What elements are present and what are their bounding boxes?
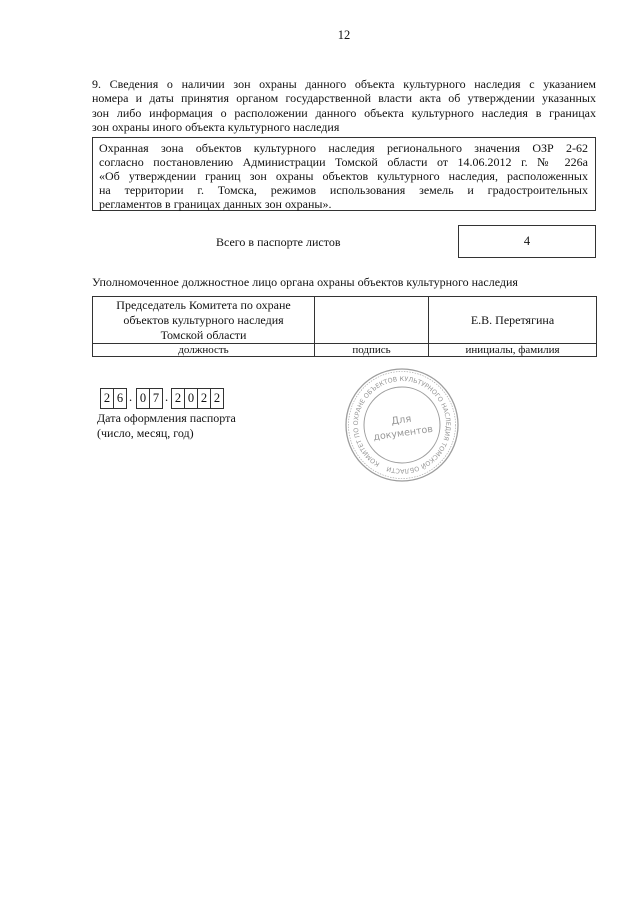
official-name-cell: Е.В. Перетягина [429, 297, 597, 344]
section-9-line: зон охраны иного объекта культурного наследия [92, 120, 340, 135]
date-separator: . [165, 390, 169, 404]
sheets-count-label: Всего в паспорте листов [216, 235, 341, 249]
official-position-line: Томской области [160, 327, 247, 342]
official-position-line: объектов культурного наследия [123, 312, 284, 327]
date-label [97, 411, 236, 441]
section-9-line: номера и даты принятия органом государственной власти акта об утверждении указанных [92, 91, 596, 106]
official-position-cell [93, 297, 315, 344]
date-year-digit: 2 [210, 388, 224, 409]
official-stamp [343, 366, 461, 484]
official-position-line: Председатель Комитета по охране [116, 297, 291, 312]
protection-zone-line: на территории г. Томска, режимов использования земель и градостроительных [99, 183, 588, 198]
date-year-digit: 2 [171, 388, 185, 409]
date-day-digit: 2 [100, 388, 114, 409]
official-heading: Уполномоченное должностное лицо органа охраны объектов культурного наследия [92, 275, 518, 289]
section-9-heading [92, 77, 596, 135]
date-separator: . [129, 390, 133, 404]
protection-zone-line: «Об утверждении границ зон охраны объектов культурного наследия, расположенных [99, 169, 588, 184]
date-label-line: Дата оформления паспорта [97, 411, 236, 425]
name-caption: инициалы, фамилия [429, 344, 597, 357]
section-9-line: 9. Сведения о наличии зон охраны данного объекта культурного наследия с указанием [92, 77, 596, 91]
stamp-ring-textpath: КОМИТЕТ ПО ОХРАНЕ ОБЪЕКТОВ КУЛЬТУРНОГО НАСЛЕДИЯ ТОМСКОЙ ОБЛАСТИ [351, 374, 453, 476]
table-row [93, 344, 597, 357]
table-row [93, 297, 597, 344]
date-year-digit: 0 [184, 388, 198, 409]
page-number: 12 [337, 28, 351, 42]
stamp-center-line1: Для [390, 413, 413, 428]
stamp-center-line2: документов [372, 423, 434, 444]
protection-zone-line: регламентов в границах данных зон охраны». [99, 197, 332, 212]
date-month-digit: 7 [149, 388, 163, 409]
signature-cell [315, 297, 429, 344]
date-day-digit: 6 [113, 388, 127, 409]
signature-caption: подпись [315, 344, 429, 357]
date-year-digit: 2 [197, 388, 211, 409]
sheets-count-value: 4 [458, 225, 596, 258]
position-caption: должность [93, 344, 315, 357]
section-9-line: зон либо информация о расположении данного объекта культурного наследия в границах [92, 105, 596, 120]
protection-zone-line: согласно постановлению Администрации Томской области от 14.06.2012 г. № 226а [99, 155, 588, 170]
date-label-hint: (число, месяц, год) [97, 426, 194, 440]
date-month-digit: 0 [136, 388, 150, 409]
protection-zone-line: Охранная зона объектов культурного наследия регионального значения ОЗР 2-62 [99, 141, 588, 155]
official-table [92, 296, 597, 357]
protection-zone-box [92, 137, 596, 211]
